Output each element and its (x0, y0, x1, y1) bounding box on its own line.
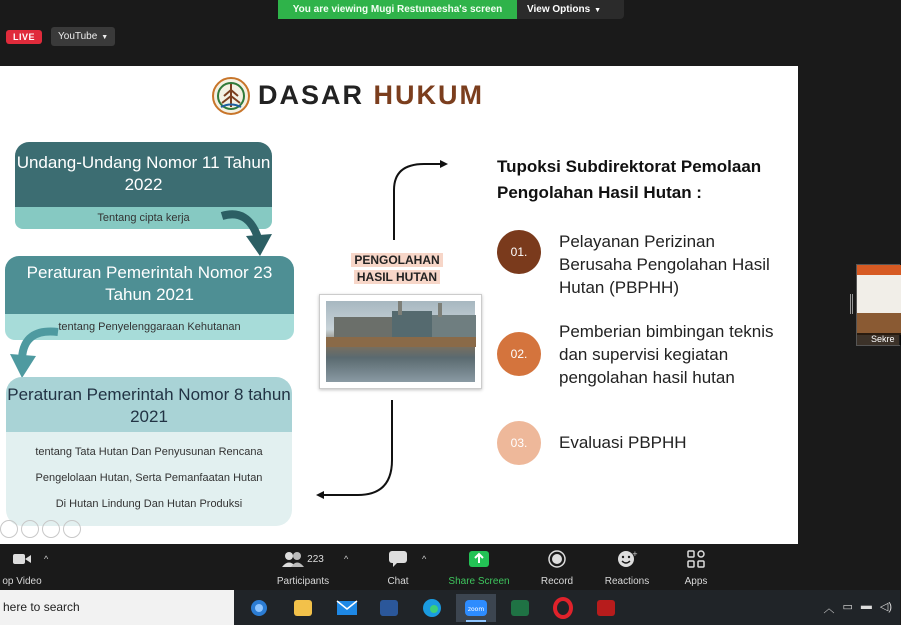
apps-icon (676, 548, 716, 570)
smiley-icon (598, 548, 656, 570)
annotate-copy-icon[interactable] (21, 520, 39, 538)
list-item (497, 230, 784, 299)
center-label-line-1: PENGOLAHAN (351, 253, 442, 267)
law-box-3-line: Di Hutan Lindung Dan Hutan Produksi (55, 498, 243, 510)
opera-browser-icon[interactable] (543, 594, 583, 622)
screen-share-banner (278, 0, 624, 19)
law-box-3-line: tentang Tata Hutan Dan Penyusunan Rencana (35, 446, 263, 458)
law-box-3-line: Pengelolaan Hutan, Serta Pemanfaatan Hutan (35, 472, 263, 484)
share-screen-button[interactable] (446, 548, 512, 587)
view-options-label: View Options (527, 4, 591, 15)
arrow-down-left-icon (314, 400, 396, 500)
law-box-1-title: Undang-Undang Nomor 11 Tahun 2022 (15, 142, 272, 207)
chevron-up-icon[interactable]: ^ (344, 554, 349, 564)
participant-name: Sekre (857, 333, 901, 345)
youtube-stream-button[interactable] (51, 27, 115, 46)
file-explorer-icon[interactable] (283, 594, 323, 622)
tupoksi-title-line-2: Pengolahan Hasil Hutan : (497, 183, 702, 202)
list-item (497, 421, 784, 465)
view-options-button[interactable] (517, 0, 624, 19)
chevron-down-icon: ▼ (101, 34, 109, 41)
list-item (497, 320, 784, 389)
edge-browser-icon[interactable] (412, 594, 452, 622)
excel-icon[interactable] (500, 594, 540, 622)
panel-resize-handle[interactable] (850, 294, 853, 314)
slide-title-part-2: HUKUM (373, 80, 485, 110)
meet-now-icon[interactable] (239, 594, 279, 622)
mail-icon[interactable] (327, 594, 367, 622)
viewing-notice: You are viewing Mugi Restunaesha's screen (278, 0, 517, 19)
annotate-pen-icon[interactable] (0, 520, 18, 538)
live-badge: LIVE (6, 30, 42, 44)
law-box-2-subtitle: tentang Penyelenggaraan Kehutanan (5, 314, 294, 340)
curved-arrow-down-icon (8, 324, 62, 380)
chat-button[interactable] (378, 548, 418, 587)
shared-slide (0, 66, 798, 544)
meeting-toolbar (0, 544, 900, 590)
participants-button[interactable] (268, 548, 338, 587)
center-label (342, 252, 452, 286)
tupoksi-title-line-1: Tupoksi Subdirektorat Pemolaan (497, 157, 762, 176)
law-box-1-subtitle: Tentang cipta kerja (15, 207, 272, 229)
apps-label: Apps (684, 576, 708, 587)
item-number: 02. (497, 332, 541, 376)
annotate-zoom-icon[interactable] (42, 520, 60, 538)
zoom-app-icon[interactable] (456, 594, 496, 622)
svg-text:+: + (632, 550, 638, 558)
word-icon[interactable] (369, 594, 409, 622)
taskbar-search-box[interactable]: here to search (0, 590, 234, 625)
law-box-3 (6, 377, 292, 526)
chevron-down-icon: ▼ (594, 7, 602, 14)
arrow-up-right-icon (388, 160, 450, 242)
apps-button[interactable] (676, 548, 716, 587)
factory-image (326, 301, 475, 382)
svg-text:zoom: zoom (467, 606, 485, 613)
center-label-line-2: HASIL HUTAN (354, 270, 440, 284)
record-button[interactable] (534, 548, 580, 587)
item-number: 01. (497, 230, 541, 274)
game-app-icon[interactable] (586, 594, 626, 622)
chevron-up-icon[interactable]: ^ (44, 554, 49, 564)
participants-icon (268, 548, 338, 570)
factory-photo (319, 294, 482, 389)
share-screen-label: Share Screen (448, 576, 510, 587)
law-box-3-subtitle (6, 432, 292, 526)
chat-label: Chat (387, 576, 409, 587)
chat-icon (378, 548, 418, 570)
video-label: op Video (2, 576, 42, 587)
volume-icon[interactable]: ◁) (879, 601, 892, 613)
slide-title (258, 80, 484, 111)
chevron-up-icon[interactable]: ︿ (823, 603, 835, 615)
video-button[interactable] (0, 548, 44, 587)
reactions-button[interactable] (598, 548, 656, 587)
participants-label: Participants (276, 576, 330, 587)
youtube-label: YouTube (58, 31, 98, 42)
windows-taskbar (0, 590, 900, 625)
item-text: Evaluasi PBPHH (559, 433, 687, 452)
slide-title-part-1: DASAR (258, 80, 365, 110)
law-box-2-title: Peraturan Pemerintah Nomor 23 Tahun 2021 (5, 256, 294, 314)
network-icon[interactable]: ▭ (842, 601, 853, 613)
annotation-tools (0, 520, 81, 538)
item-text: Pemberian bimbingan teknis dan supervisi kegiatan pengolahan hasil hutan (559, 322, 774, 387)
system-tray (823, 600, 892, 616)
reactions-label: Reactions (604, 576, 650, 587)
item-number: 03. (497, 421, 541, 465)
chevron-up-icon[interactable]: ^ (422, 554, 427, 564)
law-box-3-title: Peraturan Pemerintah Nomor 8 tahun 2021 (6, 377, 292, 432)
share-screen-icon (446, 548, 512, 570)
participant-thumbnail[interactable] (856, 264, 900, 346)
video-camera-icon (0, 548, 44, 570)
record-label: Record (540, 576, 574, 587)
tupoksi-title (497, 154, 761, 206)
participant-count: 223 (307, 553, 324, 565)
battery-icon[interactable]: ▬ (860, 600, 872, 612)
annotate-more-icon[interactable] (63, 520, 81, 538)
curved-arrow-down-icon (218, 208, 278, 258)
record-icon (534, 548, 580, 570)
ministry-logo-icon (209, 76, 253, 116)
item-text: Pelayanan Perizinan Berusaha Pengolahan Hasil Hutan (PBPHH) (559, 232, 770, 297)
